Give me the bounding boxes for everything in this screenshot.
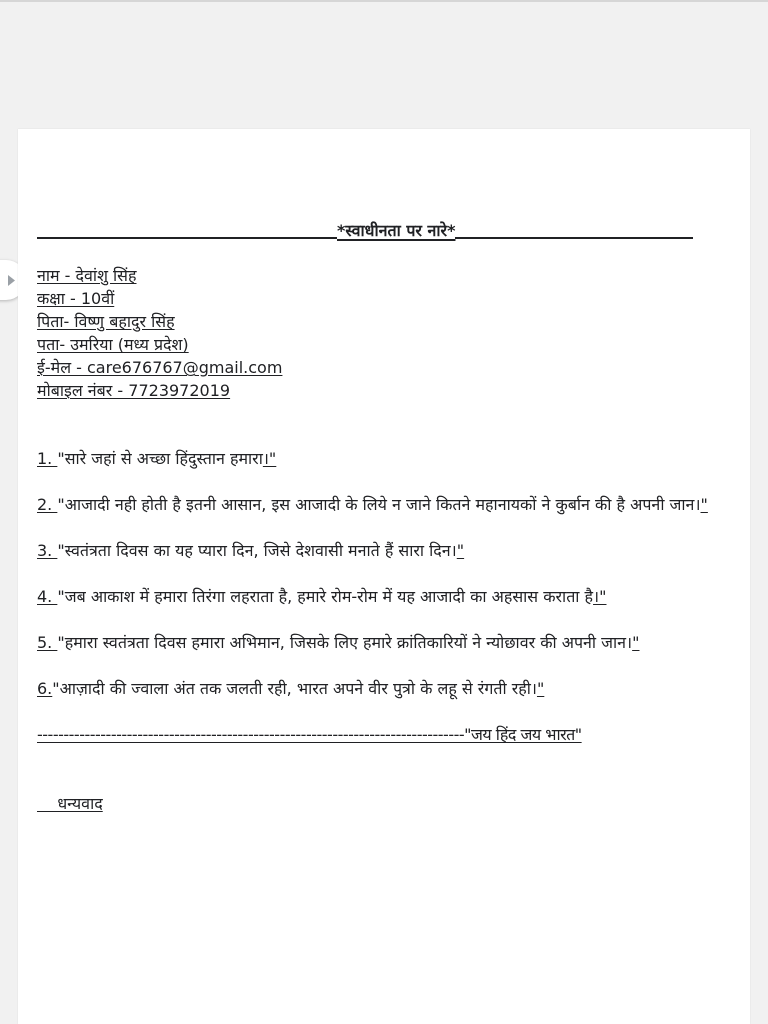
slogan-text: "आज़ादी की ज्वाला अंत तक जलती रही, भारत अपने वीर पुत्रो के लहू से रंगती रही। bbox=[52, 679, 537, 698]
document-title-line bbox=[37, 218, 727, 242]
title-rule-left bbox=[37, 237, 337, 239]
slogan-number: 1. bbox=[37, 449, 58, 468]
slogan-item bbox=[37, 539, 727, 562]
slogan-item bbox=[37, 447, 727, 470]
info-father: पिता- विष्णु बहादुर सिंह bbox=[37, 312, 175, 331]
slogan-end: " bbox=[700, 495, 708, 514]
slogan-end: ।" bbox=[593, 587, 607, 606]
slogan-number: 4. bbox=[37, 587, 58, 606]
chevron-right-icon bbox=[7, 275, 16, 286]
title-rule-right bbox=[455, 237, 693, 239]
slogan-text: "हमारा स्वतंत्रता दिवस हमारा अभिमान, जिसके लिए हमारे क्रांतिकारियों ने न्योछावर की अपनी जान। bbox=[57, 633, 633, 652]
slogan-number: 2. bbox=[37, 495, 58, 514]
slogan-item bbox=[37, 493, 727, 516]
slogan-end: " bbox=[456, 541, 465, 560]
info-mobile: मोबाइल नंबर - 7723972019 bbox=[37, 381, 231, 400]
viewer-top-border bbox=[0, 0, 768, 2]
slogan-end: " bbox=[536, 679, 545, 698]
slogan-end: " bbox=[632, 633, 640, 652]
student-info bbox=[37, 264, 727, 402]
slogan-number: 5. bbox=[37, 633, 58, 652]
slogan-number: 3. bbox=[37, 541, 58, 560]
document-body bbox=[37, 218, 727, 815]
slogan-item bbox=[37, 585, 727, 608]
document-title: *स्वाधीनता पर नारे* bbox=[337, 221, 456, 240]
info-class: कक्षा - 10वीं bbox=[37, 289, 115, 308]
slogan-text: "आजादी नही होती है इतनी आसान, इस आजादी के लिये न जाने कितने महानायकों ने कुर्बान की है अपनी जान। bbox=[57, 495, 701, 514]
slogan-text: "स्वतंत्रता दिवस का यह प्यारा दिन, जिसे देशवासी मनाते हैं सारा दिन। bbox=[57, 541, 457, 560]
slogan-end: ।" bbox=[262, 449, 277, 468]
info-address: पता- उमरिया (मध्य प्रदेश) bbox=[37, 335, 189, 354]
slogan-text: "सारे जहां से अच्छा हिंदुस्तान हमारा bbox=[57, 449, 263, 468]
slogan-item bbox=[37, 677, 727, 700]
closing-line: ---------------------------------------------------------------------------------"जय हिंद जय भारत" bbox=[37, 725, 582, 744]
slogan-item bbox=[37, 631, 727, 654]
slogan-text: "जब आकाश में हमारा तिरंगा लहराता है, हमारे रोम-रोम में यह आजादी का अहसास कराता है bbox=[57, 587, 594, 606]
slogan-number: 6. bbox=[37, 679, 53, 698]
info-email: ई-मेल - care676767@gmail.com bbox=[37, 358, 283, 377]
thanks-text: धन्यवाद bbox=[37, 794, 103, 813]
info-name: नाम - देवांशु सिंह bbox=[37, 266, 137, 285]
